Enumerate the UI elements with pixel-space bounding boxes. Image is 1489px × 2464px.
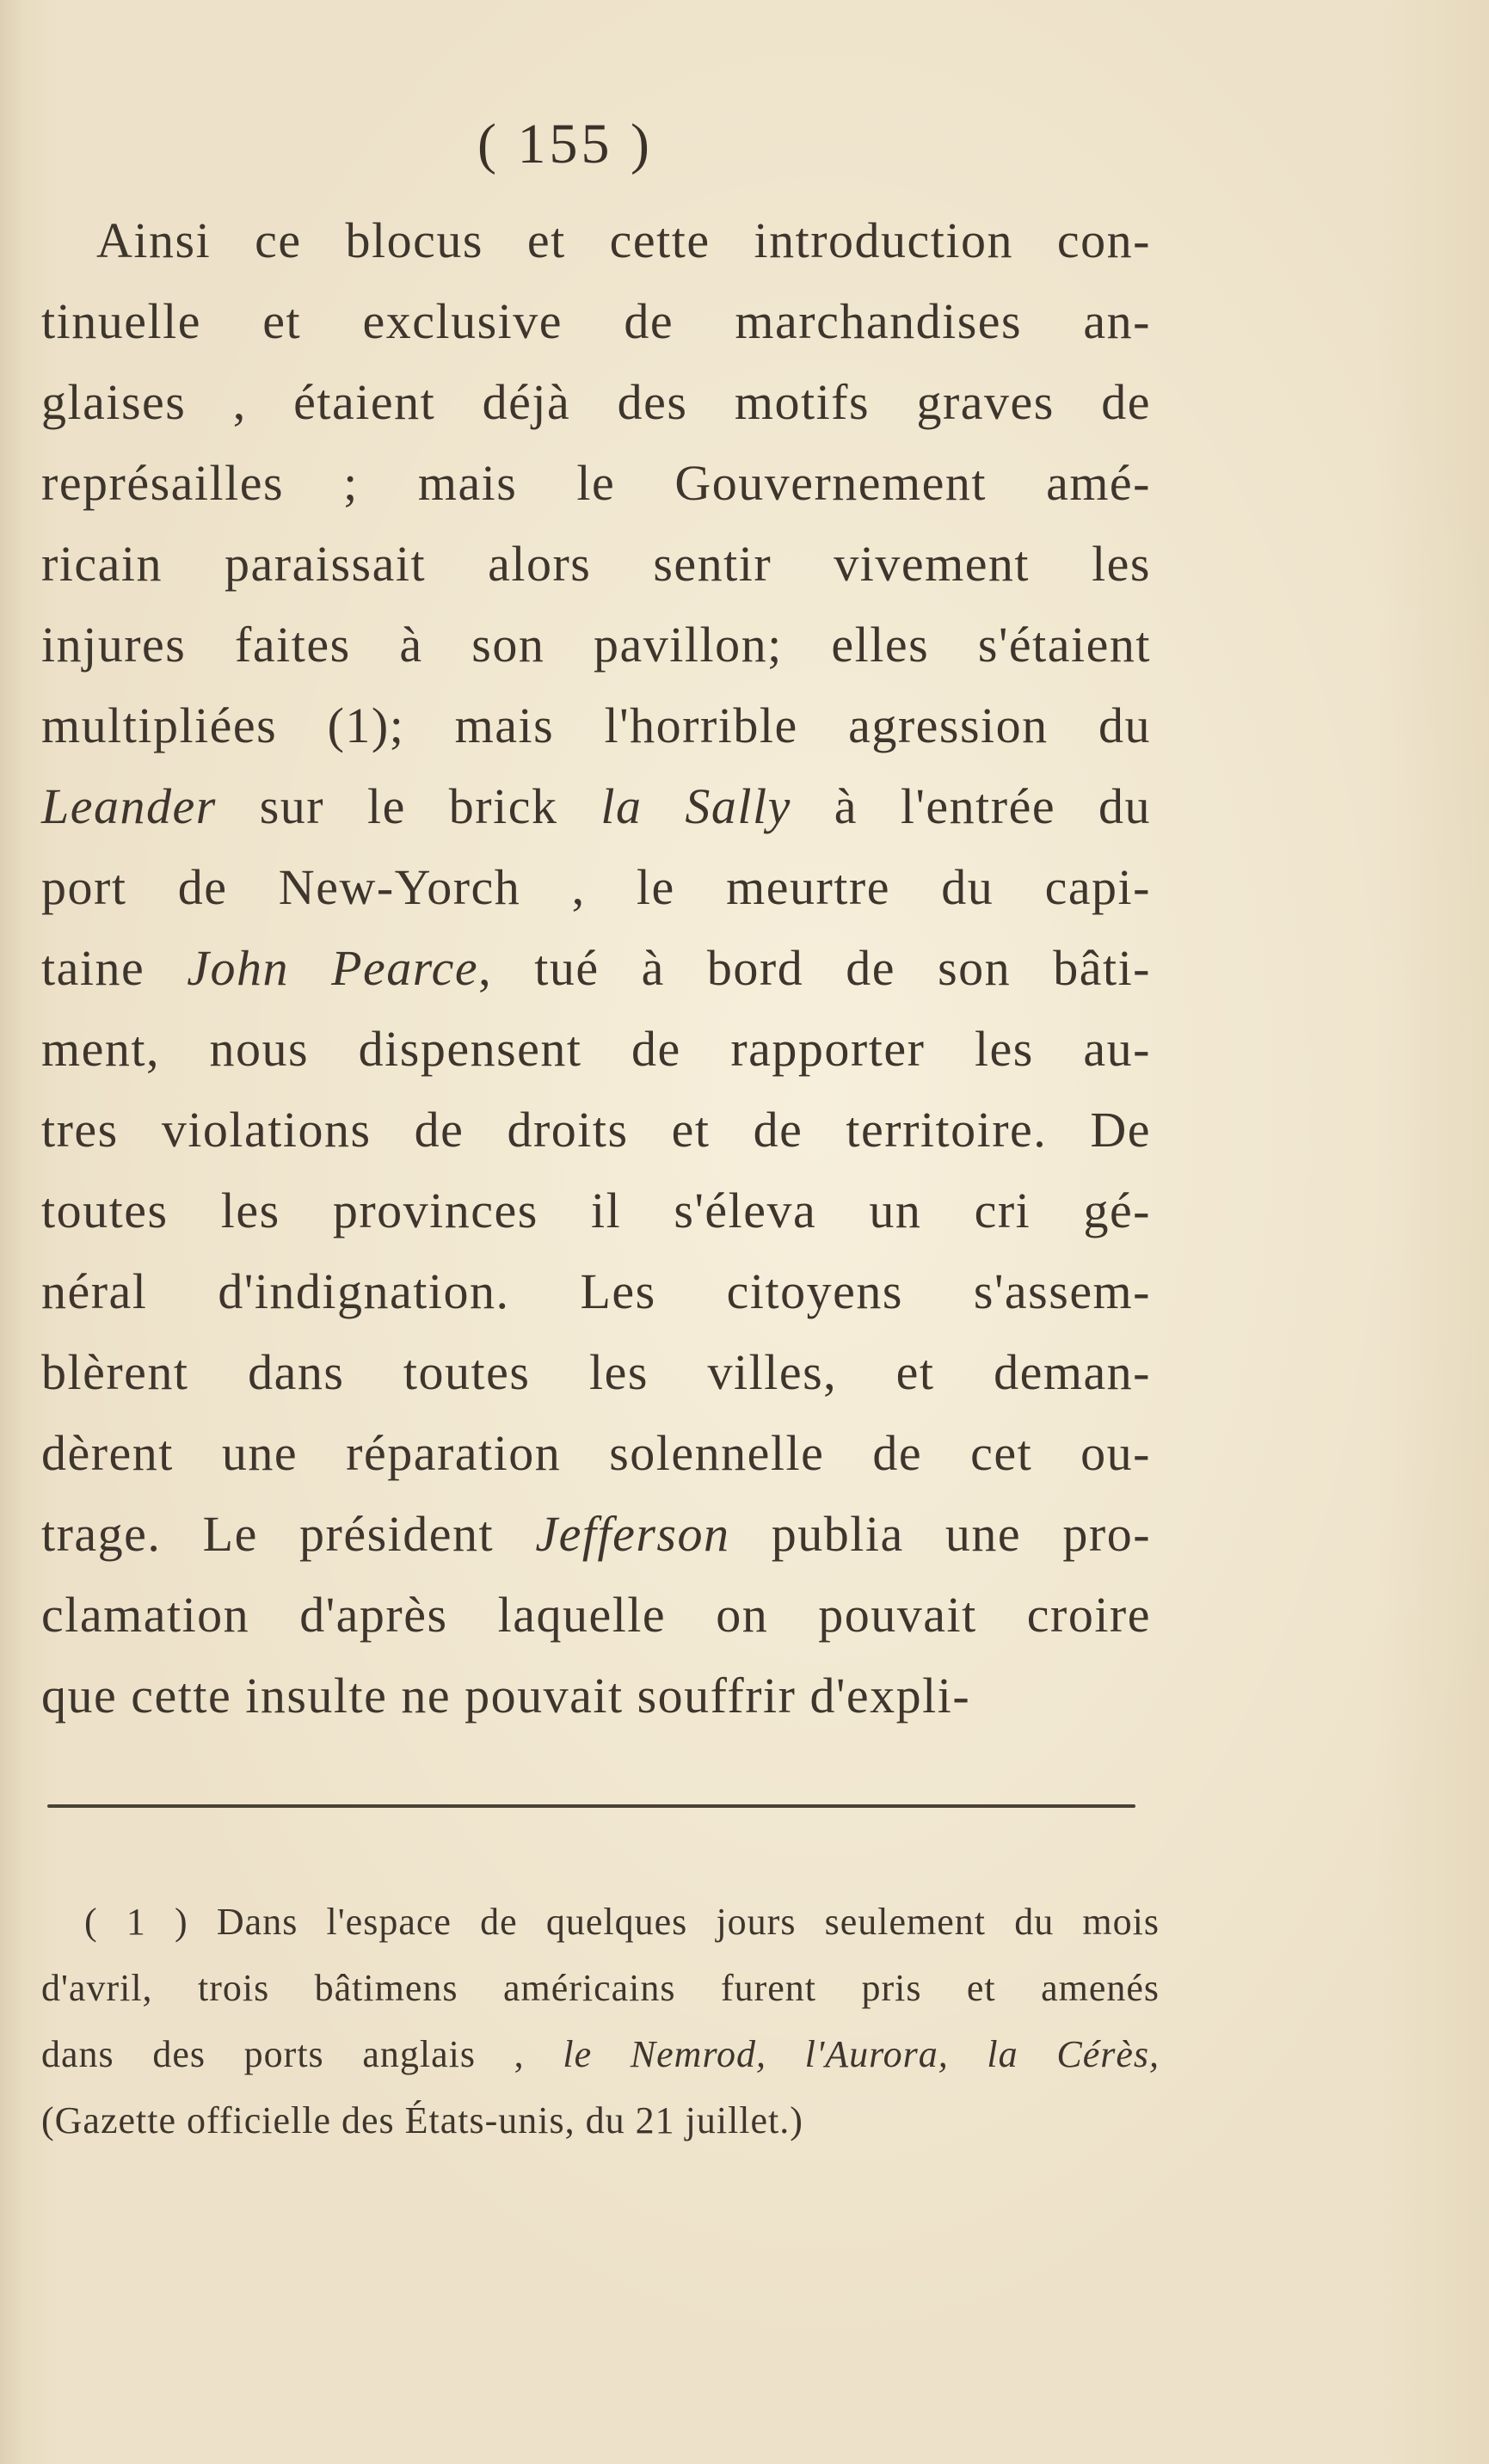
text-span: , tué à bord de son bâti- <box>478 940 1151 996</box>
footnote-line <box>41 2021 1160 2087</box>
text-line: clamation d'après laquelle on pouvait croire <box>41 1587 1151 1643</box>
text-line: tres violations de droits et de territoire. De <box>41 1102 1151 1158</box>
footnote <box>41 1889 1160 2154</box>
italic-person-name: John Pearce <box>187 940 479 996</box>
italic-ship-name: Leander <box>41 778 217 834</box>
italic-person-name: Jefferson <box>535 1506 730 1562</box>
italic-ship-name: la Sally <box>600 778 791 834</box>
text-line <box>41 766 1151 847</box>
text-line <box>41 928 1151 1009</box>
footnote-line: ( 1 ) Dans l'espace de quelques jours seulement du mois <box>84 1901 1160 1943</box>
text-line <box>41 1494 1151 1575</box>
text-span: taine <box>41 940 188 996</box>
text-line: port de New-Yorch , le meurtre du capi- <box>41 859 1151 915</box>
text-line: que cette insulte ne pouvait souffrir d'expli- <box>41 1668 971 1724</box>
body-text <box>41 200 1151 1736</box>
page-number: ( 155 ) <box>477 113 653 175</box>
text-span: trage. Le président <box>41 1506 536 1562</box>
footnote-line: d'avril, trois bâtimens américains furent pris et amenés <box>41 1967 1160 2009</box>
text-span: publia une pro- <box>729 1506 1152 1562</box>
text-line: dèrent une réparation solennelle de cet ou- <box>41 1425 1151 1481</box>
text-line: ricain paraissait alors sentir vivement les <box>41 536 1151 592</box>
text-line: blèrent dans toutes les villes, et deman- <box>41 1344 1151 1400</box>
text-line: glaises , étaient déjà des motifs graves de <box>41 374 1151 430</box>
text-span: sur le brick <box>216 778 601 834</box>
text-line: représailles ; mais le Gouvernement amé- <box>41 455 1151 511</box>
text-line: Ainsi ce blocus et cette introduction con- <box>96 212 1151 268</box>
text-span: à l'entrée du <box>791 778 1151 834</box>
text-line: néral d'indignation. Les citoyens s'assem- <box>41 1263 1151 1319</box>
text-line: tinuelle et exclusive de marchandises an- <box>41 293 1151 349</box>
text-line: multipliées (1); mais l'horrible agression du <box>41 697 1151 753</box>
footnote-separator-rule <box>47 1804 1135 1808</box>
footnote-line: (Gazette officielle des États-unis, du 21 juillet.) <box>41 2099 803 2141</box>
text-line: ment, nous dispensent de rapporter les au- <box>41 1021 1151 1077</box>
italic-ship-names: le Nemrod, l'Aurora, la Cérès, <box>563 2033 1160 2075</box>
text-span: dans des ports anglais , <box>41 2033 563 2075</box>
text-line: injures faites à son pavillon; elles s'étaient <box>41 617 1151 673</box>
text-line: toutes les provinces il s'éleva un cri gé- <box>41 1183 1151 1238</box>
